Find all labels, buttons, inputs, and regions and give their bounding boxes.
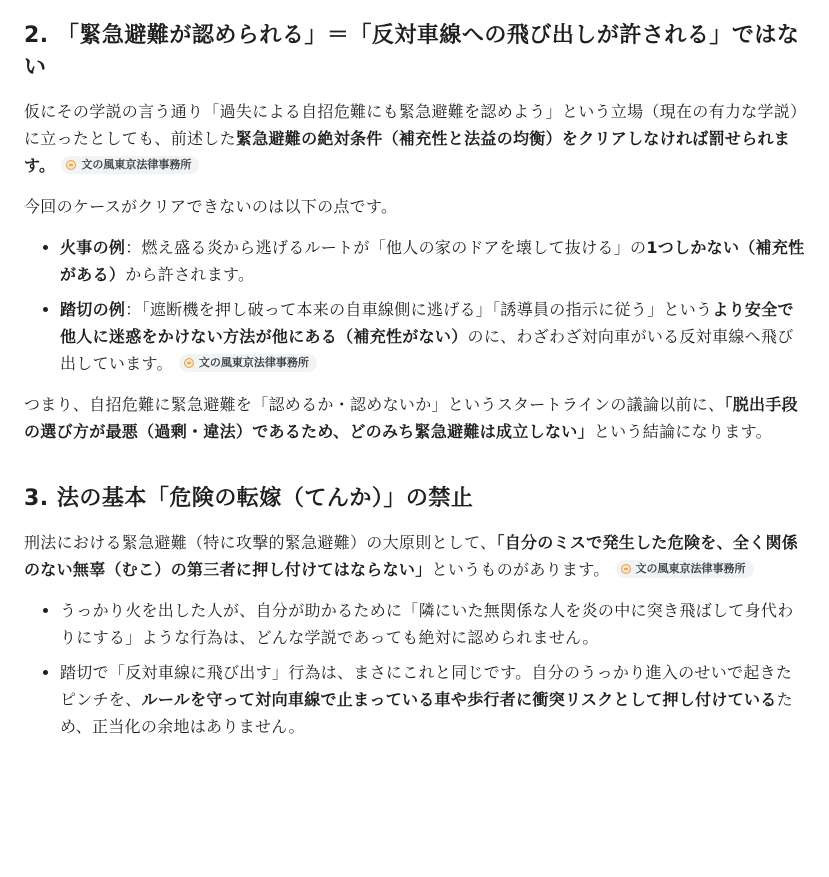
text-run: ため、正当化の余地はありません。	[60, 690, 793, 736]
source-citation-chip[interactable]	[616, 560, 754, 578]
list-item	[60, 597, 805, 651]
section2-bullet-list	[24, 234, 805, 377]
source-citation-chip[interactable]	[179, 354, 317, 372]
bold-text: 踏切の例	[60, 300, 126, 319]
bold-text: 1つしかない（補充性がある）	[60, 238, 805, 284]
bold-text: より安全で他人に迷惑をかけない方法が他にある（補充性がない）	[60, 300, 794, 346]
text-run: ：燃え盛る炎から逃げるルートが「他人の家のドアを壊して抜ける」の	[125, 238, 647, 257]
section3-paragraph-1	[24, 529, 805, 583]
section2-paragraph-3	[24, 391, 805, 445]
bold-text: 緊急避難の絶対条件（補充性と法益の均衡）をクリアしなければ罰せられます。	[24, 129, 791, 175]
section3-bullet-list	[24, 597, 805, 740]
source-citation-chip[interactable]	[61, 156, 199, 174]
text-run: という結論になります。	[593, 422, 772, 441]
text-run: 踏切で「反対車線に飛び出す」行為は、まさにこれと同じです。自分のうっかり進入のせいで起きたピンチを、	[60, 663, 793, 709]
text-run: 刑法における緊急避難（特に攻撃的緊急避難）の大原則として、	[24, 533, 497, 552]
bold-text: 火事の例	[60, 238, 126, 257]
text-run: つまり、自招危難に緊急避難を「認めるか・認めないか」というスタートラインの議論以前に、	[24, 395, 725, 414]
list-item	[60, 296, 805, 377]
list-item	[60, 659, 805, 740]
source-citation-label: 文の風東京法律事務所	[198, 356, 309, 369]
bold-text: 「自分のミスで発生した危険を、全く関係のない無辜（むこ）の第三者に押し付けてはならない」	[24, 533, 799, 579]
bold-text: ルールを守って対向車線で止まっている車や歩行者に衝突リスクとして押し付けている	[141, 690, 777, 709]
source-favicon-icon	[66, 160, 76, 170]
text-run: から許されます。	[125, 265, 255, 284]
text-run: ：「遮断機を押し破って本来の自車線側に逃げる」「誘導員の指示に従う」という	[125, 300, 713, 319]
text-run: うっかり火を出した人が、自分が助かるために「隣にいた無関係な人を炎の中に突き飛ばして身代わりにする」ような行為は、どんな学説であっても絶対に認められません。	[60, 601, 794, 647]
list-item	[60, 234, 805, 288]
text-run: 仮にその学説の言う通り「過失による自招危難にも緊急避難を認めよう」という立場（現在の有力な学説）に立ったとしても、前述した	[24, 102, 799, 148]
section-heading-2: 2. 「緊急避難が認められる」＝「反対車線への飛び出しが許される」ではない	[24, 23, 800, 80]
source-citation-label: 文の風東京法律事務所	[81, 158, 192, 171]
source-citation-label: 文の風東京法律事務所	[635, 562, 746, 575]
section2-paragraph-1	[24, 98, 805, 179]
bold-text: 「脱出手段の選び方が最悪（過剰・違法）であるため、どのみち緊急避難は成立しない」	[24, 395, 798, 441]
section2-paragraph-2: 今回のケースがクリアできないのは以下の点です。	[24, 197, 398, 216]
source-favicon-icon	[621, 564, 631, 574]
text-run: というものがあります。	[431, 560, 610, 579]
text-run: のに、わざわざ対向車がいる反対車線へ飛び出しています。	[60, 327, 794, 373]
section-heading-3: 3. 法の基本「危険の転嫁（てんか）」の禁止	[24, 486, 474, 511]
source-favicon-icon	[184, 358, 194, 368]
